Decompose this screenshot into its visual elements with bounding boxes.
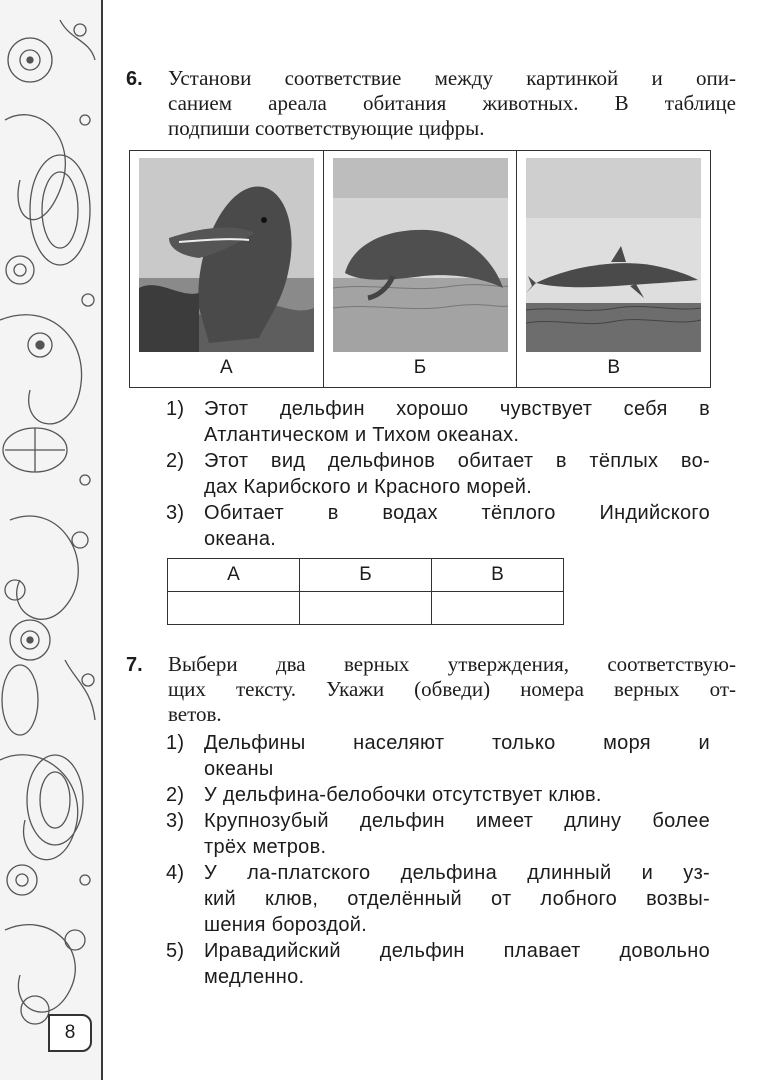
- task-7-instruction: [168, 652, 736, 727]
- instruction-line: ветов.: [168, 702, 222, 726]
- answer-cell-b[interactable]: [300, 592, 432, 625]
- option-number[interactable]: 5): [166, 940, 185, 962]
- photo-cell-a: [130, 151, 324, 387]
- answer-header-a: А: [168, 559, 300, 592]
- answer-table: [167, 558, 564, 625]
- instruction-line: Установи соответствие между картинкой и опи-: [168, 66, 736, 90]
- option-number[interactable]: 2): [166, 784, 185, 806]
- answer-header-v: В: [432, 559, 564, 592]
- instruction-line: подпиши соответствующие цифры.: [168, 116, 485, 140]
- photo-label-a: А: [219, 357, 233, 378]
- whale-breaching-photo: [333, 158, 508, 352]
- task-number: 6.: [126, 68, 143, 90]
- task-7-options: [166, 730, 710, 990]
- list-item: [166, 448, 710, 500]
- option-number: 1): [166, 398, 185, 420]
- option-line: Иравадийский дельфин плавает довольно: [204, 940, 710, 962]
- option-number[interactable]: 3): [166, 810, 185, 832]
- instruction-line: щих тексту. Укажи (обведи) номера верных от-: [168, 677, 736, 701]
- option-line: У ла-платского дельфина длинный и уз-: [204, 862, 710, 884]
- list-item[interactable]: [166, 860, 710, 938]
- answer-cell-v[interactable]: [432, 592, 564, 625]
- dolphin-jumping-photo: [526, 158, 701, 352]
- page-number: 8: [48, 1014, 92, 1052]
- answer-input-row: [168, 592, 564, 625]
- option-line: дах Карибского и Красного морей.: [204, 476, 533, 498]
- task-number: 7.: [126, 654, 143, 676]
- option-line: шения бороздой.: [204, 914, 368, 936]
- task-6-options: [166, 396, 710, 552]
- answer-header-row: [168, 559, 564, 592]
- option-line: У дельфина-белобочки отсутствует клюв.: [204, 784, 602, 806]
- option-line: океана.: [204, 528, 277, 550]
- photo-label-v: В: [607, 357, 621, 378]
- list-item: [166, 396, 710, 448]
- answer-header-b: Б: [300, 559, 432, 592]
- dolphin-head-photo: [139, 158, 314, 352]
- list-item[interactable]: [166, 730, 710, 782]
- list-item[interactable]: [166, 782, 710, 808]
- list-item: [166, 500, 710, 552]
- list-item[interactable]: [166, 938, 710, 990]
- option-line: трёх метров.: [204, 836, 327, 858]
- option-number: 3): [166, 502, 185, 524]
- option-line: кий клюв, отделённый от лобного возвы-: [204, 888, 710, 910]
- option-line: Дельфины населяют только моря и: [204, 732, 710, 754]
- answer-cell-a[interactable]: [168, 592, 300, 625]
- task-6-instruction: [168, 66, 736, 141]
- instruction-line: санием ареала обитания животных. В таблице: [168, 91, 736, 115]
- option-line: Этот дельфин хорошо чувствует себя в: [204, 398, 710, 420]
- option-number[interactable]: 4): [166, 862, 185, 884]
- photo-table: [129, 150, 711, 388]
- floral-ornament-border: [0, 0, 103, 1080]
- option-line: медленно.: [204, 966, 305, 988]
- option-line: Обитает в водах тёплого Индийского: [204, 502, 710, 524]
- option-number[interactable]: 1): [166, 732, 185, 754]
- photo-cell-v: [517, 151, 710, 387]
- list-item[interactable]: [166, 808, 710, 860]
- instruction-line: Выбери два верных утверждения, соответствую-: [168, 652, 736, 676]
- floral-ornament-icon: [0, 0, 101, 1080]
- photo-label-b: Б: [413, 357, 427, 378]
- option-line: Крупнозубый дельфин имеет длину более: [204, 810, 710, 832]
- option-line: океаны: [204, 758, 274, 780]
- option-number: 2): [166, 450, 185, 472]
- option-line: Этот вид дельфинов обитает в тёплых во-: [204, 450, 710, 472]
- option-line: Атлантическом и Тихом океанах.: [204, 424, 520, 446]
- photo-cell-b: [324, 151, 518, 387]
